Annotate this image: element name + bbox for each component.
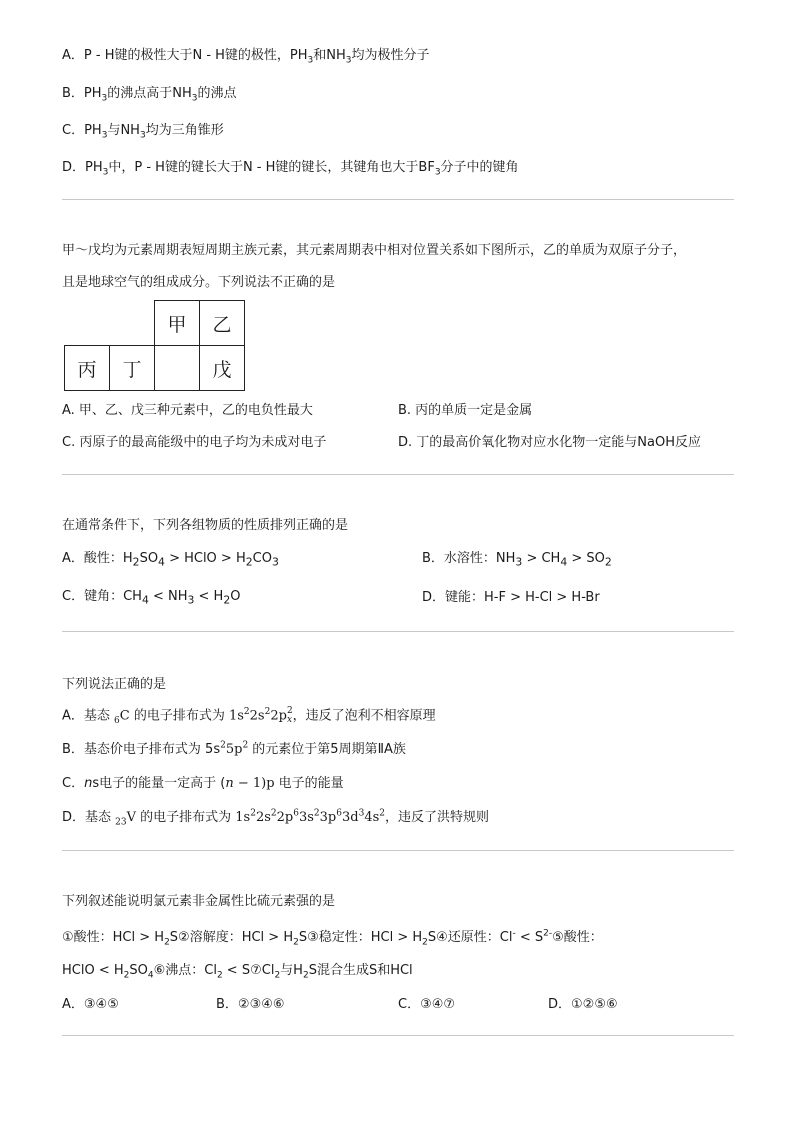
divider <box>62 1035 734 1036</box>
q5-option-a: A．③④⑤ <box>62 997 119 1012</box>
q2-option-b: B. 丙的单质一定是金属 <box>398 403 533 418</box>
q2-stem-line2: 且是地球空气的组成成分。下列说法不正确的是 <box>62 275 336 290</box>
q4-option-b: B．基态价电子排布式为 $5s^25p^2$ 的元素位于第5周期第ⅡA族 <box>62 740 406 757</box>
q5-stem: 下列叙述能说明氯元素非金属性比硫元素强的是 <box>62 894 336 909</box>
q2-option-d: D. 丁的最高价氧化物对应水化物一定能与NaOH反应 <box>398 435 701 450</box>
q3-stem: 在通常条件下，下列各组物质的性质排列正确的是 <box>62 518 349 533</box>
q4-option-a: A．基态 $_6$C 的电子排布式为 $1s^22s^22p$ 2 x ，违反了泡利不相容原理 <box>62 706 436 727</box>
q3-option-c: C．键角：$CH_4 < NH_3 < H_2O$ <box>62 589 241 607</box>
q5-option-b: B．②③④⑥ <box>216 997 285 1012</box>
q3-option-d: D．键能：H-F > H-Cl > H-Br <box>422 590 600 605</box>
cell-ding: 丁 <box>110 346 155 391</box>
q5-option-c: C．③④⑦ <box>398 997 456 1012</box>
q1-option-c: C．$PH_3$与$NH_3$均为三角锥形 <box>62 123 224 141</box>
divider <box>62 199 734 200</box>
cell-jia: 甲 <box>155 301 200 346</box>
q2-option-a: A. 甲、乙、戊三种元素中，乙的电负性最大 <box>62 403 313 418</box>
q3-option-b: B．水溶性：$NH_3 > CH_4 > SO_2$ <box>422 551 612 569</box>
q5-statements-line1: ①酸性：HCl > $H_2S②$溶解度：HCl > $H_2S③$稳定性：HCl > $H_2S④$还原性：$Cl^- < S^{2-}⑤$酸性： <box>62 928 603 948</box>
q1-option-d: D．$PH_3$中，P - H键的键长大于N - H键的键长，其键角也大于$BF_3$分子中的键角 <box>62 160 519 178</box>
q5-option-d: D．①②⑤⑥ <box>548 997 618 1012</box>
q4-option-c: C．ns电子的能量一定高于 (n − 1)p 电子的能量 <box>62 776 344 791</box>
q4-stem: 下列说法正确的是 <box>62 677 167 692</box>
q5-statements-line2: HClO < $H_2SO_4⑥$沸点：$Cl_2$ < $S⑦Cl_2$与$H_2S$混合生成S和HCl <box>62 963 413 981</box>
divider <box>62 631 734 632</box>
q2-option-c: C. 丙原子的最高能级中的电子均为未成对电子 <box>62 435 327 450</box>
divider <box>62 850 734 851</box>
q1-option-a: A．P - H键的极性大于N - H键的极性，$PH_3$和$NH_3$均为极性分子 <box>62 48 430 66</box>
cell-wu: 戊 <box>200 346 245 391</box>
q3-option-a: A．酸性：$H_2SO_4$ > HClO > $H_2CO_3$ <box>62 551 279 569</box>
q4-option-d: D．基态 $_{23}$V 的电子排布式为 $1s^22s^22p^63s^23p^63d^34s^2$，违反了洪特规则 <box>62 808 490 828</box>
divider <box>62 474 734 475</box>
cell-empty <box>155 346 200 391</box>
periodic-table-fragment <box>64 300 245 391</box>
cell-yi: 乙 <box>200 301 245 346</box>
q1-option-b: B．$PH_3$的沸点高于$NH_3$的沸点 <box>62 86 237 104</box>
cell-bing: 丙 <box>65 346 110 391</box>
q2-stem-line1: 甲～戊均为元素周期表短周期主族元素，其元素周期表中相对位置关系如下图所示，乙的单质为双原子分子， <box>62 243 687 258</box>
